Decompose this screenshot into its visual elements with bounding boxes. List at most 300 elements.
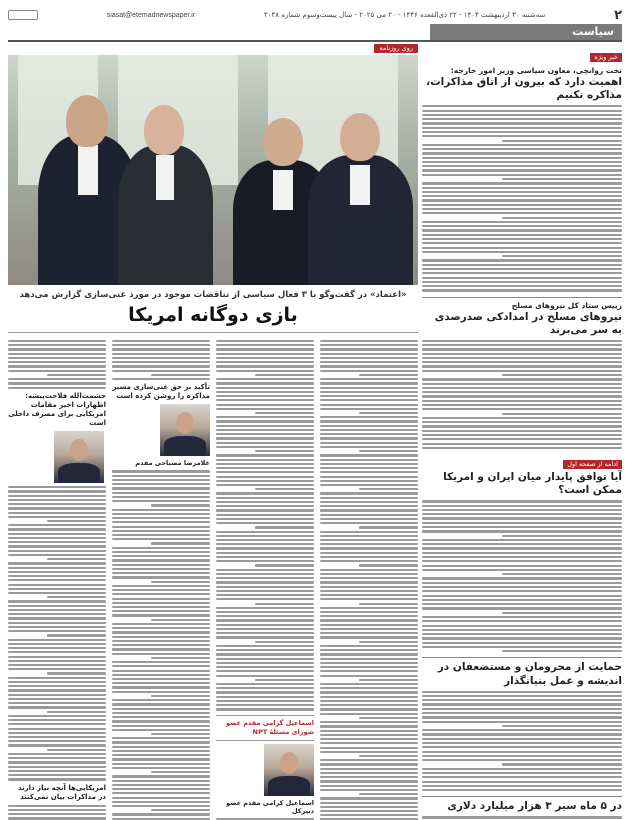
text-line [8, 647, 106, 649]
text-line [216, 535, 314, 537]
text-column [320, 337, 418, 812]
text-line [216, 607, 314, 609]
text-line [216, 395, 314, 397]
text-line [359, 755, 418, 757]
text-line [320, 619, 418, 621]
text-line [422, 547, 622, 549]
text-line [422, 161, 622, 163]
text-line [422, 708, 622, 710]
text-line [216, 404, 314, 406]
text-line [112, 703, 210, 705]
text-line [112, 547, 210, 549]
text-line [255, 564, 314, 566]
text-line [216, 560, 314, 562]
text-line [320, 501, 418, 503]
text-line [320, 361, 418, 363]
text-line [8, 357, 106, 359]
text-line [422, 234, 622, 236]
text-line [422, 259, 622, 261]
text-line [422, 526, 622, 528]
text-line [8, 770, 106, 772]
text-line [422, 361, 622, 363]
text-line [112, 648, 210, 650]
text-line [216, 696, 314, 698]
text-line [112, 555, 210, 557]
text-line [151, 695, 210, 697]
text-line [47, 558, 106, 560]
text-line [422, 785, 622, 787]
column-text [8, 340, 106, 389]
text-line [8, 719, 106, 721]
text-line [422, 221, 622, 223]
text-line [422, 768, 622, 770]
text-line [8, 588, 106, 590]
text-line [216, 476, 314, 478]
column-text [8, 805, 106, 820]
text-line [8, 761, 106, 763]
pull-quote [216, 715, 314, 741]
text-line [422, 703, 622, 705]
text-line [216, 378, 314, 380]
text-line [502, 374, 622, 376]
text-line [112, 602, 210, 604]
text-line [422, 348, 622, 350]
text-line [359, 641, 418, 643]
text-line [8, 736, 106, 738]
text-line [320, 704, 418, 706]
text-line [422, 421, 622, 423]
text-line [320, 378, 418, 380]
right-news-column [422, 44, 622, 812]
text-line [320, 700, 418, 702]
story-body [422, 340, 622, 449]
text-line [320, 387, 418, 389]
text-line [320, 433, 418, 435]
text-line [216, 543, 314, 545]
text-line [151, 809, 210, 811]
text-line [320, 459, 418, 461]
text-line [216, 340, 314, 342]
text-line [422, 395, 622, 397]
text-line [320, 425, 418, 427]
text-line [8, 361, 106, 363]
text-line [112, 665, 210, 667]
text-line [112, 361, 210, 363]
text-line [422, 781, 622, 783]
text-line [422, 625, 622, 627]
text-line [320, 467, 418, 469]
text-line [320, 789, 418, 791]
column-text [320, 340, 418, 820]
text-line [112, 661, 210, 663]
portrait-photo [264, 744, 314, 796]
text-line [8, 365, 106, 367]
text-line [8, 562, 106, 564]
text-line [216, 454, 314, 456]
text-line [422, 340, 622, 342]
text-line [112, 746, 210, 748]
story-headline: حمایت از محرومان و مستضعفان در اندیشه و عمل بنیانگذار [437, 661, 622, 687]
text-line [422, 565, 622, 567]
text-line [216, 361, 314, 363]
text-line [255, 412, 314, 414]
text-line [422, 746, 622, 748]
text-line [216, 569, 314, 571]
text-line [8, 592, 106, 594]
text-line [112, 370, 210, 372]
text-line [422, 391, 622, 393]
text-line [320, 442, 418, 444]
text-line [422, 620, 622, 622]
text-line [216, 514, 314, 516]
text-line [320, 653, 418, 655]
text-line [216, 348, 314, 350]
text-line [422, 118, 622, 120]
text-line [151, 374, 210, 376]
text-line [112, 475, 210, 477]
text-line [422, 646, 622, 648]
text-line [422, 127, 622, 129]
text-line [216, 573, 314, 575]
text-line [502, 612, 622, 614]
text-line [320, 797, 418, 799]
text-line [112, 340, 210, 342]
text-line [320, 687, 418, 689]
text-line [320, 476, 418, 478]
text-line [216, 484, 314, 486]
text-line [320, 814, 418, 816]
text-line [8, 617, 106, 619]
text-line [8, 774, 106, 776]
text-line [112, 513, 210, 515]
text-line [216, 662, 314, 664]
text-line [8, 486, 106, 488]
text-line [320, 615, 418, 617]
text-line [8, 677, 106, 679]
text-line [320, 535, 418, 537]
text-line [320, 480, 418, 482]
text-line [320, 522, 418, 524]
text-line [422, 289, 622, 291]
text-line [216, 552, 314, 554]
text-line [112, 678, 210, 680]
text-line [216, 594, 314, 596]
text-line [47, 634, 106, 636]
photo-caption: اسماعیل کرامی مقدم عضو دبیرکل [226, 798, 314, 815]
text-line [422, 208, 622, 210]
text-line [422, 616, 622, 618]
text-line [216, 501, 314, 503]
text-line [8, 778, 106, 780]
text-line [422, 204, 622, 206]
text-line [422, 755, 622, 757]
story-pre-title: تخت روانچی، معاون سیاسی وزیر امور خارجه: [450, 66, 622, 75]
text-line [216, 670, 314, 672]
text-line [320, 645, 418, 647]
text-line [422, 251, 622, 253]
text-line [216, 628, 314, 630]
text-line [422, 716, 622, 718]
text-line [8, 516, 106, 518]
text-line [422, 344, 622, 346]
text-line [320, 708, 418, 710]
text-line [216, 471, 314, 473]
text-line [47, 520, 106, 522]
text-line [112, 682, 210, 684]
text-line [320, 683, 418, 685]
text-line [320, 547, 418, 549]
text-line [320, 658, 418, 660]
divider [422, 657, 622, 658]
text-line [8, 503, 106, 505]
text-line [112, 801, 210, 803]
text-line [422, 225, 622, 227]
text-line [8, 744, 106, 746]
text-line [320, 365, 418, 367]
text-line [359, 679, 418, 681]
portrait-photo [54, 431, 104, 483]
text-line [216, 446, 314, 448]
text-line [422, 699, 622, 701]
text-line [502, 650, 622, 652]
text-line [422, 383, 622, 385]
text-line [320, 628, 418, 630]
text-line [216, 611, 314, 613]
text-line [112, 479, 210, 481]
text-line [8, 689, 106, 691]
text-line [8, 495, 106, 497]
date-line: سه‌شنبه ۳۰ اردیبهشت ۱۴۰۴ - ۲۲ ذی‌القعده ۱۴۴۶ - ۲۰ می ۲۰۲۵ - سال بیست‌وسوم شماره ۴۰۴۸ [263, 11, 546, 19]
text-line [112, 610, 210, 612]
text-line [216, 615, 314, 617]
text-line [320, 514, 418, 516]
text-line [320, 713, 418, 715]
page-number: ۲ [614, 7, 622, 23]
text-line [216, 463, 314, 465]
text-line [8, 567, 106, 569]
text-line [112, 568, 210, 570]
text-line [112, 365, 210, 367]
text-line [8, 490, 106, 492]
text-line [8, 537, 106, 539]
text-line [320, 590, 418, 592]
text-line [359, 412, 418, 414]
text-line [422, 530, 622, 532]
text-line [8, 512, 106, 514]
text-line [255, 603, 314, 605]
text-line [216, 391, 314, 393]
text-line [8, 499, 106, 501]
text-line [320, 577, 418, 579]
text-line [422, 144, 622, 146]
story-headline: نیروهای مسلح در امداد‌کی صدرصدی به سر می‌برند [434, 310, 622, 336]
text-line [8, 664, 106, 666]
text-line [112, 767, 210, 769]
text-line [216, 636, 314, 638]
text-line [216, 666, 314, 668]
text-line [320, 662, 418, 664]
text-line [359, 488, 418, 490]
text-line [112, 670, 210, 672]
text-line [112, 653, 210, 655]
text-line [422, 353, 622, 355]
text-line [422, 447, 622, 449]
text-line [112, 720, 210, 722]
text-line [320, 636, 418, 638]
text-line [8, 613, 106, 615]
text-line [320, 340, 418, 342]
text-line [422, 105, 622, 107]
story-body [422, 500, 622, 652]
inset-headline: حشمت‌الله فلاحت‌پیشه: اظهارات اخیر مقامات امریکایی برای مصرف داخلی است [8, 391, 106, 428]
text-line [320, 772, 418, 774]
text-line [422, 513, 622, 515]
text-line [320, 763, 418, 765]
text-line [8, 344, 106, 346]
text-line [422, 135, 622, 137]
text-line [216, 556, 314, 558]
text-line [320, 420, 418, 422]
text-line [216, 497, 314, 499]
text-line [255, 679, 314, 681]
text-line [320, 344, 418, 346]
text-line [112, 792, 210, 794]
text-line [112, 509, 210, 511]
text-line [422, 408, 622, 410]
right-kicker: خبر ویژه [590, 53, 622, 62]
text-line [320, 785, 418, 787]
text-line [320, 776, 418, 778]
text-line [422, 182, 622, 184]
text-line [216, 675, 314, 677]
text-line [112, 357, 210, 359]
text-line [216, 429, 314, 431]
text-line [502, 763, 622, 765]
text-line [216, 653, 314, 655]
text-line [359, 526, 418, 528]
text-line [422, 629, 622, 631]
text-line [320, 569, 418, 571]
text-line [422, 357, 622, 359]
text-line [320, 734, 418, 736]
text-line [320, 539, 418, 541]
text-line [320, 348, 418, 350]
text-line [422, 417, 622, 419]
text-line [422, 691, 622, 693]
newspaper-logo [8, 10, 38, 20]
text-line [8, 656, 106, 658]
text-line [8, 694, 106, 696]
text-line [255, 450, 314, 452]
text-line [422, 607, 622, 609]
text-line [422, 712, 622, 714]
divider [422, 297, 622, 298]
text-line [422, 148, 622, 150]
text-line [216, 645, 314, 647]
text-line [255, 526, 314, 528]
text-line [47, 596, 106, 598]
text-line [216, 658, 314, 660]
main-headline: بازی دوگانه امریکا [128, 304, 298, 326]
text-line [502, 178, 622, 180]
text-line [112, 585, 210, 587]
text-line [422, 199, 622, 201]
text-line [8, 550, 106, 552]
text-line [8, 630, 106, 632]
text-line [422, 169, 622, 171]
text-line [8, 348, 106, 350]
text-line [255, 374, 314, 376]
text-line [422, 816, 622, 818]
lead-photo [8, 55, 418, 285]
story-pre-title: رییس ستاد کل نیروهای مسلح [511, 300, 622, 310]
text-line [320, 632, 418, 634]
text-line [216, 492, 314, 494]
text-line [112, 492, 210, 494]
text-line [320, 742, 418, 744]
text-line [216, 577, 314, 579]
text-line [8, 584, 106, 586]
text-line [320, 484, 418, 486]
text-line [8, 757, 106, 759]
text-line [320, 573, 418, 575]
text-line [320, 560, 418, 562]
text-line [422, 733, 622, 735]
text-line [216, 433, 314, 435]
text-line [320, 395, 418, 397]
text-line [320, 382, 418, 384]
text-line [216, 539, 314, 541]
text-line [422, 378, 622, 380]
text-line [8, 715, 106, 717]
column-text [216, 340, 314, 711]
text-line [216, 382, 314, 384]
text-line [151, 542, 210, 544]
text-line [320, 696, 418, 698]
page-header [8, 8, 622, 22]
text-line [320, 446, 418, 448]
story-body [422, 816, 622, 820]
text-line [8, 622, 106, 624]
text-line [112, 805, 210, 807]
text-line [112, 589, 210, 591]
text-line [216, 581, 314, 583]
text-line [112, 559, 210, 561]
column-text [112, 470, 210, 820]
text-line [112, 758, 210, 760]
text-line [112, 496, 210, 498]
text-line [8, 766, 106, 768]
text-line [112, 521, 210, 523]
text-line [112, 788, 210, 790]
text-line [151, 504, 210, 506]
text-line [151, 581, 210, 583]
text-line [112, 598, 210, 600]
text-line [320, 556, 418, 558]
text-line [8, 528, 106, 530]
text-line [502, 725, 622, 727]
text-line [8, 600, 106, 602]
text-line [112, 378, 210, 380]
column-text [8, 486, 106, 780]
text-line [112, 530, 210, 532]
text-line [359, 717, 418, 719]
text-line [320, 666, 418, 668]
text-line [320, 768, 418, 770]
text-line [359, 374, 418, 376]
text-line [320, 353, 418, 355]
text-line [320, 399, 418, 401]
